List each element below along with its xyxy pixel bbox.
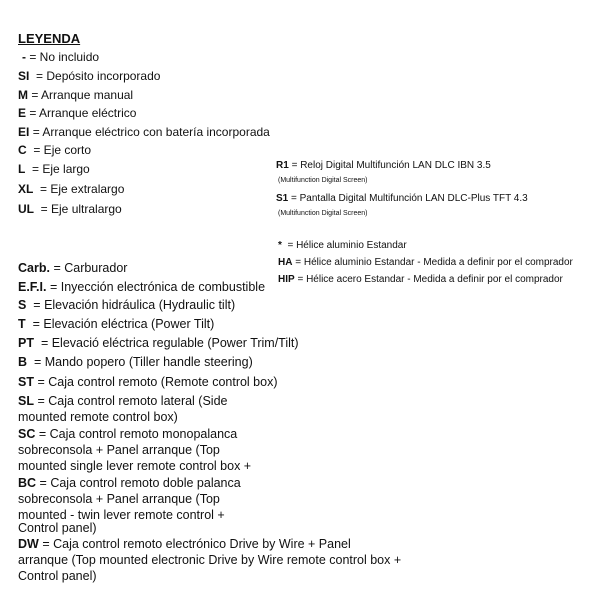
legend-code: ST xyxy=(18,375,34,389)
legend-entry-ei xyxy=(18,126,270,138)
legend-text: = Hélice acero Estandar - Medida a definir por el comprador xyxy=(297,274,563,285)
legend-text: = Eje corto xyxy=(33,143,92,157)
legend-text: = Depósito incorporado xyxy=(36,69,161,83)
legend-entry-s xyxy=(18,299,235,312)
legend-entry-bc-cont-3: Control panel) xyxy=(18,521,97,535)
legend-entry-st xyxy=(18,376,278,389)
legend-text: = No incluido xyxy=(29,50,100,64)
legend-entry-bc-cont-1: sobreconsola + Panel arranque (Top xyxy=(18,492,220,506)
legend-code: E xyxy=(18,106,27,120)
legend-text: = Arranque eléctrico con batería incorporada xyxy=(32,125,270,139)
legend-code: HA xyxy=(278,257,293,268)
legend-entry-not-included xyxy=(22,51,99,63)
legend-entry-m xyxy=(18,89,133,101)
legend-code: R1 xyxy=(276,160,289,171)
legend-code: PT xyxy=(18,336,34,350)
legend-text: = Reloj Digital Multifunción LAN DLC IBN 3.5 xyxy=(291,160,491,171)
legend-entry-dw-cont-2: Control panel) xyxy=(18,569,97,583)
legend-entry-b xyxy=(18,356,253,369)
legend-text: = Elevación hidráulica (Hydraulic tilt) xyxy=(33,298,236,312)
legend-code: S1 xyxy=(276,193,289,204)
legend-entry-hip xyxy=(278,275,563,285)
legend-text: = Elevación eléctrica (Power Tilt) xyxy=(32,317,215,331)
legend-code: SC xyxy=(18,427,36,441)
legend-code: E.F.I. xyxy=(18,280,47,294)
legend-code: - xyxy=(22,50,26,64)
legend-entry-efi xyxy=(18,281,265,294)
legend-code: * xyxy=(278,240,282,251)
legend-text: = Hélice aluminio Estandar xyxy=(287,240,407,251)
legend-entry-bc xyxy=(18,477,241,490)
legend-entry-dw xyxy=(18,538,351,551)
legend-entry-pt xyxy=(18,337,299,350)
legend-entry-sc-cont-1: sobreconsola + Panel arranque (Top xyxy=(18,443,220,457)
legend-entry-xl xyxy=(18,183,124,195)
legend-code: DW xyxy=(18,537,39,551)
legend-text: = Elevació eléctrica regulable (Power Trim/Tilt) xyxy=(40,336,299,350)
legend-text: = Carburador xyxy=(53,261,128,275)
legend-code: BC xyxy=(18,476,37,490)
legend-entry-e xyxy=(18,107,136,119)
legend-entry-star xyxy=(278,241,407,251)
legend-entry-s1 xyxy=(276,194,528,204)
legend-entry-ha xyxy=(278,258,573,268)
legend-code: UL xyxy=(18,202,34,216)
legend-code: B xyxy=(18,355,28,369)
legend-text: = Eje ultralargo xyxy=(40,202,122,216)
legend-entry-c xyxy=(18,144,91,156)
legend-code: SL xyxy=(18,394,34,408)
legend-subtext-s1: (Multifunction Digital Screen) xyxy=(278,210,368,217)
legend-entry-l xyxy=(18,163,90,175)
legend-code: L xyxy=(18,162,26,176)
legend-code: S xyxy=(18,298,27,312)
legend-code: XL xyxy=(18,182,34,196)
legend-entry-dw-cont-1: arranque (Top mounted electronic Drive by Wire remote control box + xyxy=(18,553,402,567)
legend-entry-sc-cont-2: mounted single lever remote control box + xyxy=(18,459,252,473)
legend-text: = Arranque eléctrico xyxy=(29,106,137,120)
legend-text: = Mando popero (Tiller handle steering) xyxy=(33,355,253,369)
legend-text: = Eje largo xyxy=(32,162,90,176)
legend-code: HIP xyxy=(278,274,295,285)
legend-code: C xyxy=(18,143,27,157)
legend-entry-ul xyxy=(18,203,122,215)
legend-text: = Caja control remoto electrónico Drive by Wire + Panel xyxy=(42,537,351,551)
legend-text: = Inyección electrónica de combustible xyxy=(49,280,266,294)
legend-entry-carb xyxy=(18,262,127,275)
legend-code: Carb. xyxy=(18,261,50,275)
legend-code: EI xyxy=(18,125,30,139)
legend-text: = Arranque manual xyxy=(31,88,134,102)
legend-text: = Eje extralargo xyxy=(40,182,125,196)
legend-text: = Caja control remoto monopalanca xyxy=(38,427,238,441)
legend-subtext-r1: (Multifunction Digital Screen) xyxy=(278,177,368,184)
legend-text: = Caja control remoto doble palanca xyxy=(39,476,241,490)
legend-code: M xyxy=(18,88,28,102)
legend-entry-sc xyxy=(18,428,237,441)
legend-entry-r1 xyxy=(276,161,491,171)
legend-entry-sl xyxy=(18,395,228,408)
legend-code: T xyxy=(18,317,26,331)
legend-entry-bc-cont-2: mounted - twin lever remote control + xyxy=(18,508,225,522)
legend-text: = Caja control remoto lateral (Side xyxy=(37,394,228,408)
legend-text: = Hélice aluminio Estandar - Medida a definir por el comprador xyxy=(295,257,573,268)
legend-entry-t xyxy=(18,318,214,331)
legend-title: LEYENDA xyxy=(18,31,81,46)
legend-code: SI xyxy=(18,69,30,83)
legend-entry-sl-cont: mounted remote control box) xyxy=(18,410,178,424)
legend-text: = Pantalla Digital Multifunción LAN DLC-Plus TFT 4.3 xyxy=(291,193,528,204)
legend-entry-si xyxy=(18,70,160,82)
legend-text: = Caja control remoto (Remote control box) xyxy=(37,375,278,389)
